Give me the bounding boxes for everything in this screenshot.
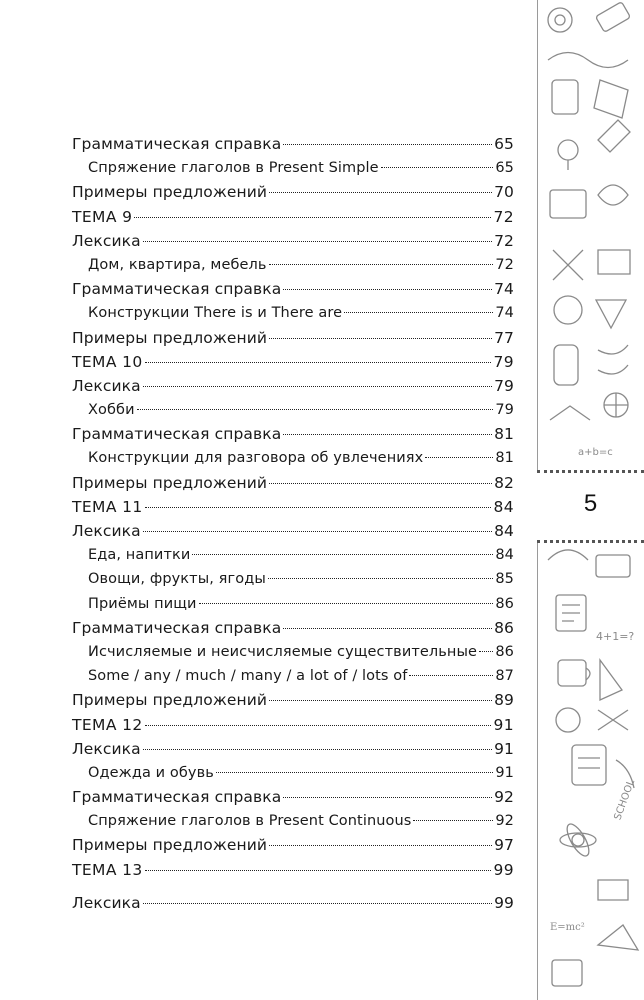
dot-leader (269, 700, 492, 701)
toc-entry-title: Грамматическая справка (72, 135, 282, 153)
toc-entry (72, 891, 514, 915)
toc-entry (72, 326, 514, 350)
toc-entry (72, 229, 514, 253)
dot-leader (143, 749, 492, 750)
toc-entry-title: ТЕМА 11 (72, 497, 143, 516)
toc-entry-title: ТЕМА 13 (72, 860, 143, 879)
dot-leader (143, 241, 492, 242)
toc-entry-title: Some / any / much / many / a lot of / lots of (88, 668, 408, 685)
toc-entry (72, 495, 514, 519)
toc-entry (72, 374, 514, 398)
toc-entry-page: 85 (495, 571, 514, 588)
toc-entry (72, 301, 514, 325)
dot-leader (479, 651, 493, 652)
toc-entry-title: ТЕМА 9 (72, 207, 133, 226)
toc-entry (72, 398, 514, 422)
dot-leader (145, 870, 492, 871)
dot-leader (283, 797, 492, 798)
toc-entry-title: Примеры предложений (72, 691, 268, 710)
page-number-box (537, 470, 644, 543)
dot-leader (145, 362, 492, 363)
toc-entry (72, 253, 514, 277)
dot-leader (145, 725, 492, 726)
toc-entry-page: 87 (495, 668, 514, 685)
toc-entry-title: Исчисляемые и неисчисляемые существительные (88, 643, 478, 660)
dot-leader (409, 675, 493, 676)
dot-leader (413, 820, 493, 821)
toc-entry-page: 84 (495, 547, 514, 564)
toc-entry (72, 180, 514, 204)
toc-entry-title: Примеры предложений (72, 473, 268, 492)
dot-leader (199, 603, 494, 604)
toc-entry (72, 446, 514, 470)
toc-entry-page: 97 (494, 836, 514, 855)
toc-entry (72, 422, 514, 446)
toc-entry-page: 92 (495, 813, 514, 830)
toc-entry-title: Грамматическая справка (72, 618, 282, 637)
toc-entry-title: Лексика (72, 893, 141, 912)
toc-entry-page: 84 (494, 522, 514, 540)
toc-entry (72, 737, 514, 761)
dot-leader (269, 192, 492, 193)
toc-entry-title: Лексика (72, 522, 141, 540)
dot-leader (269, 845, 492, 846)
toc-entry (72, 858, 514, 882)
dot-leader (344, 312, 493, 313)
toc-entry-title: Дом, квартира, мебель (88, 256, 267, 273)
toc-entry-page: 91 (494, 739, 514, 758)
dot-leader (381, 167, 494, 168)
toc-entry-title: ТЕМА 10 (72, 352, 143, 371)
toc-entry-title: Лексика (72, 231, 141, 250)
dot-leader (134, 217, 491, 218)
toc-entry-page: 74 (494, 280, 514, 299)
toc-entry (72, 688, 514, 712)
toc-entry-page: 79 (493, 352, 514, 371)
toc-entry-page: 65 (494, 135, 514, 153)
dot-leader (192, 554, 493, 555)
dot-leader (283, 628, 492, 629)
toc-entry-title: Конструкции There is и There are (88, 305, 343, 322)
toc-entry (72, 350, 514, 374)
toc-entry (72, 205, 514, 229)
toc-entry-page: 70 (494, 183, 514, 202)
dot-leader (143, 531, 492, 532)
toc-entry-page: 91 (495, 764, 514, 781)
toc-entry-title: Овощи, фрукты, ягоды (88, 571, 266, 588)
toc-entry-page: 86 (495, 643, 514, 660)
toc-entry (72, 592, 514, 616)
toc-entry-title: Грамматическая справка (72, 788, 282, 807)
toc-entry-page: 86 (495, 595, 514, 612)
svg-text:a+b=c: a+b=c (578, 447, 613, 458)
toc-entry-page: 81 (495, 450, 514, 467)
toc-entry (72, 713, 514, 737)
dot-leader (269, 338, 492, 339)
svg-text:4+1=?: 4+1=? (596, 630, 635, 643)
toc-entry-title: Хобби (88, 402, 135, 419)
dot-leader (269, 483, 492, 484)
dot-leader (425, 457, 493, 458)
toc-entry-page: 77 (494, 328, 514, 347)
toc-entry-page: 92 (494, 788, 514, 807)
svg-text:E=mc²: E=mc² (550, 922, 585, 933)
toc-entry-page: 99 (493, 860, 514, 879)
dot-leader (143, 903, 492, 904)
toc-entry (72, 809, 514, 833)
toc-entry (72, 277, 514, 301)
toc-entry (72, 156, 514, 180)
toc-entry-page: 99 (494, 893, 514, 912)
toc-entry-title: Лексика (72, 739, 141, 758)
toc-entry (72, 519, 514, 543)
toc-entry-title: Конструкции для разговора об увлечениях (88, 450, 424, 467)
toc-entry-page: 74 (495, 305, 514, 322)
toc-entry-page: 86 (494, 618, 514, 637)
toc-entry-page: 82 (494, 473, 514, 492)
toc-entry (72, 664, 514, 688)
toc-entry-title: Одежда и обувь (88, 764, 214, 781)
toc-entry-page: 91 (493, 715, 514, 734)
toc-entry (72, 785, 514, 809)
toc-entry (72, 640, 514, 664)
toc-entry-page: 79 (495, 402, 514, 419)
toc-entry (72, 471, 514, 495)
toc-entry-page: 84 (493, 497, 514, 516)
table-of-contents (72, 132, 514, 915)
toc-entry-title: ТЕМА 12 (72, 715, 143, 734)
toc-entry-title: Примеры предложений (72, 183, 268, 202)
toc-entry-title: Примеры предложений (72, 328, 268, 347)
dot-leader (283, 434, 492, 435)
toc-entry-title: Примеры предложений (72, 836, 268, 855)
toc-entry-title: Грамматическая справка (72, 280, 282, 299)
dot-leader (216, 772, 493, 773)
dot-leader (143, 386, 492, 387)
toc-entry-page: 81 (494, 425, 514, 444)
toc-entry-page: 89 (494, 691, 514, 710)
toc-entry (72, 132, 514, 156)
toc-entry-title: Приёмы пищи (88, 595, 197, 612)
toc-entry-page: 72 (493, 207, 514, 226)
dot-leader (137, 409, 494, 410)
toc-entry (72, 567, 514, 591)
dot-leader (283, 144, 492, 145)
dot-leader (268, 578, 493, 579)
page-number: 5 (583, 490, 598, 517)
toc-entry-title: Лексика (72, 376, 141, 395)
toc-entry-title: Спряжение глаголов в Present Continuous (88, 813, 412, 830)
toc-entry (72, 543, 514, 567)
toc-entry-title: Еда, напитки (88, 547, 191, 564)
toc-entry-title: Грамматическая справка (72, 425, 282, 444)
toc-entry-page: 79 (494, 376, 514, 395)
toc-entry (72, 761, 514, 785)
dot-leader (283, 289, 492, 290)
toc-entry-page: 65 (495, 160, 514, 177)
dot-leader (145, 507, 492, 508)
svg-text:SCHOOL: SCHOOL (612, 778, 638, 822)
toc-entry (72, 833, 514, 857)
toc-entry-title: Спряжение глаголов в Present Simple (88, 160, 379, 177)
toc-entry-page: 72 (494, 231, 514, 250)
toc-entry-page: 72 (495, 256, 514, 273)
toc-entry (72, 616, 514, 640)
dot-leader (269, 264, 494, 265)
